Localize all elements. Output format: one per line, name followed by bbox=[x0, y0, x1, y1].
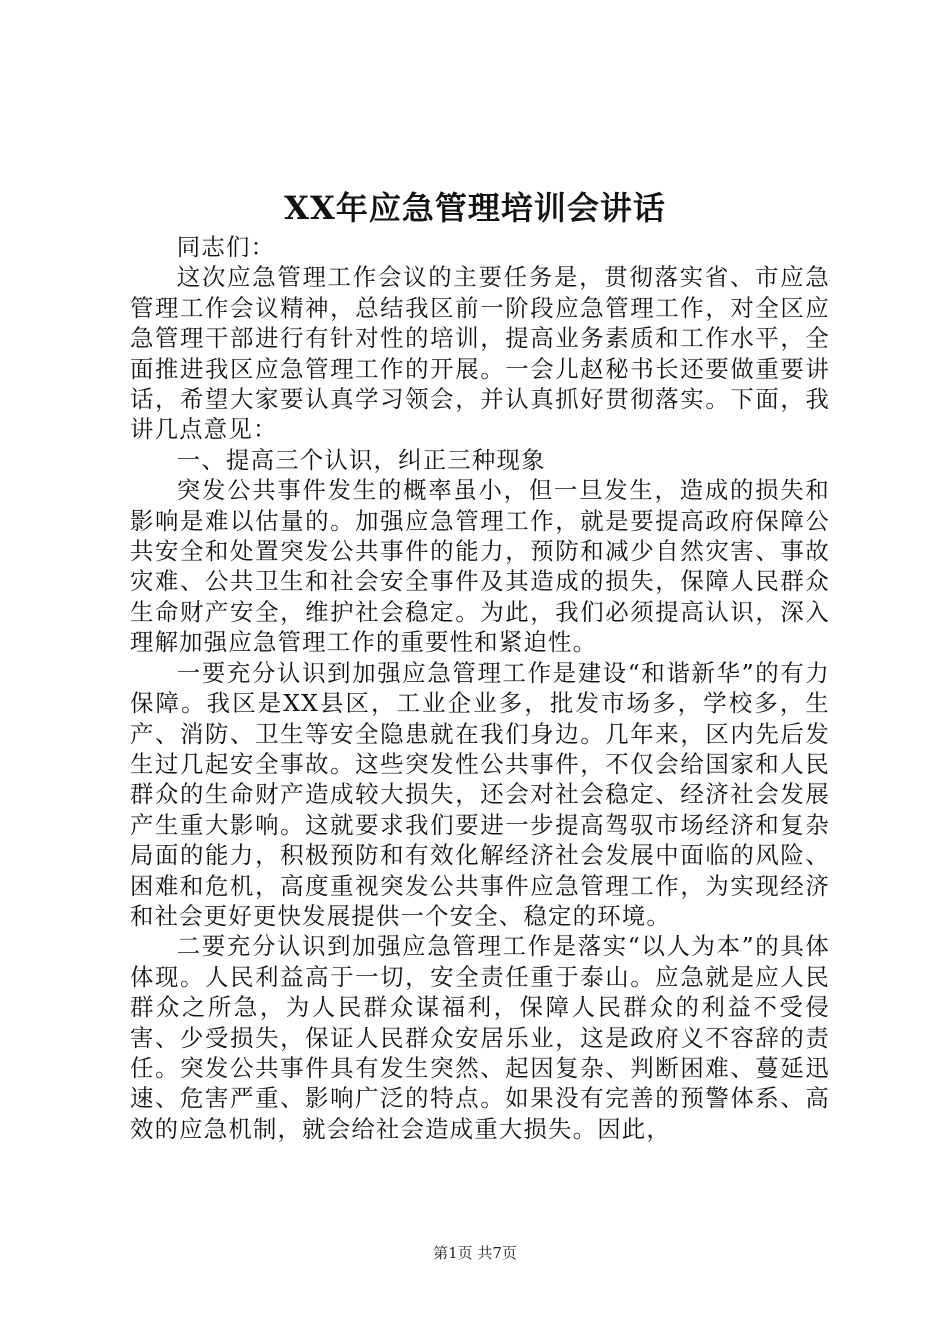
body-paragraph: 二要充分认识到加强应急管理工作是落实“以人为本”的具体体现。人民利益高于一切，安全责任重于泰山。应急就是应人民群众之所急，为人民群众谋福利，保障人民群众的利益不受侵害、少受损失，保证人民群众安居乐业，这是政府义不容辞的责任。突发公共事件具有发生突然、起因复杂、判断困难、蔓延迅速、危害严重、影响广泛的特点。如果没有完善的预警体系、高效的应急机制，就会给社会造成重大损失。因此， bbox=[130, 932, 830, 1143]
body-paragraph: 一要充分认识到加强应急管理工作是建设“和谐新华”的有力保障。我区是XX县区，工业企业多，批发市场多，学校多，生产、消防、卫生等安全隐患就在我们身边。几年来，区内先后发生过几起安全事故。这些突发性公共事件，不仅会给国家和人民群众的生命财产造成较大损失，还会对社会稳定、经济社会发展产生重大影响。这就要求我们要进一步提高驾驭市场经济和复杂局面的能力，积极预防和有效化解经济社会发展中面临的风险、困难和危机，高度重视突发公共事件应急管理工作，为实现经济和社会更好更快发展提供一个安全、稳定的环境。 bbox=[130, 658, 830, 930]
document-body bbox=[130, 232, 830, 1144]
salutation-paragraph: 同志们： bbox=[176, 233, 276, 261]
intro-paragraph: 这次应急管理工作会议的主要任务是，贯彻落实省、市应急管理工作会议精神，总结我区前一阶段应急管理工作，对全区应急管理干部进行有针对性的培训，提高业务素质和工作水平，全面推进我区应急管理工作的开展。一会儿赵秘书长还要做重要讲话，希望大家要认真学习领会，并认真抓好贯彻落实。下面，我讲几点意见： bbox=[130, 263, 830, 444]
section-heading: 一、提高三个认识，纠正三种现象 bbox=[176, 445, 546, 474]
page-footer: 第1页 共7页 bbox=[433, 1244, 517, 1262]
document-title: XX年应急管理培训会讲话 bbox=[284, 189, 666, 227]
body-paragraph: 突发公共事件发生的概率虽小，但一旦发生，造成的损失和影响是难以估量的。加强应急管理工作，就是要提高政府保障公共安全和处置突发公共事件的能力，预防和减少自然灾害、事故灾难、公共卫生和社会安全事件及其造成的损失，保障人民群众生命财产安全，维护社会稳定。为此，我们必须提高认识，深入理解加强应急管理工作的重要性和紧迫性。 bbox=[130, 476, 830, 657]
